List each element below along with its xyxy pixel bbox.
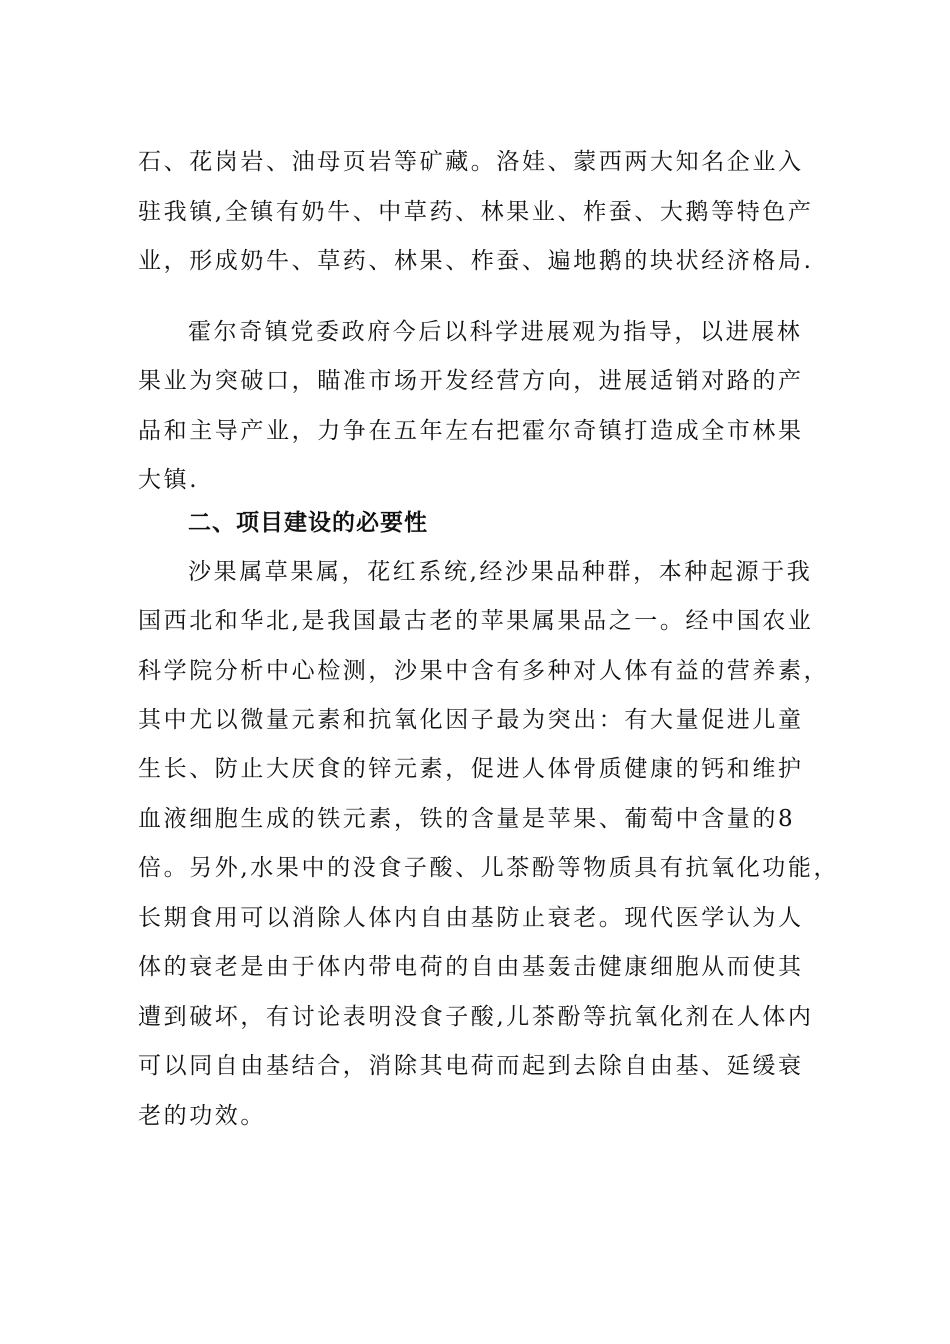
paragraph-2-line-1: 霍尔奇镇党委政府今后以科学进展观为指导，以进展林 [188,319,803,345]
paragraph-3-line-10: 遭到破坏，有讨论表明没食子酸,儿茶酚等抗氧化剂在人体内 [138,1004,814,1030]
paragraph-3-line-8: 长期食用可以消除人体内自由基防止衰老。现代医学认为人 [138,905,804,931]
paragraph-1-line-1: 石、花岗岩、油母页岩等矿藏。洛娃、蒙西两大知名企业入 [138,149,804,175]
paragraph-1-line-2: 驻我镇,全镇有奶牛、中草药、林果业、柞蚕、大鹅等特色产 [138,199,814,225]
paragraph-3-line-7: 倍。另外,水果中的没食子酸、儿茶酚等物质具有抗氧化功能， [138,855,840,881]
paragraph-3-line-11: 可以同自由基结合，消除其电荷而起到去除自由基、延缓衰 [138,1053,804,1079]
paragraph-2-line-2: 果业为突破口，瞄准市场开发经营方向，进展适销对路的产 [138,368,804,394]
section-heading: 二、项目建设的必要性 [188,510,428,536]
paragraph-3-line-2: 国西北和华北,是我国最古老的苹果属果品之一。经中国农业 [138,608,814,634]
paragraph-2-line-4: 大镇. [138,467,200,493]
paragraph-3-line-3: 科学院分析中心检测，沙果中含有多种对人体有益的营养素， [138,658,830,684]
paragraph-3-line-5: 生长、防止大厌食的锌元素，促进人体骨质健康的钙和维护 [138,756,804,782]
paragraph-2-line-3: 品和主导产业，力争在五年左右把霍尔奇镇打造成全市林果 [138,418,804,444]
paragraph-1-line-3: 业，形成奶牛、草药、林果、柞蚕、遍地鹅的块状经济格局. [138,248,814,274]
paragraph-3-line-6: 血液细胞生成的铁元素，铁的含量是苹果、葡萄中含量的8 [138,806,796,832]
paragraph-3-line-1: 沙果属草果属，花红系统,经沙果品种群，本种起源于我 [188,559,813,585]
paragraph-3-line-4: 其中尤以微量元素和抗氧化因子最为突出：有大量促进儿童 [138,707,804,733]
paragraph-3-line-12: 老的功效。 [138,1103,266,1129]
paragraph-3-line-9: 体的衰老是由于体内带电荷的自由基轰击健康细胞从而使其 [138,954,804,980]
